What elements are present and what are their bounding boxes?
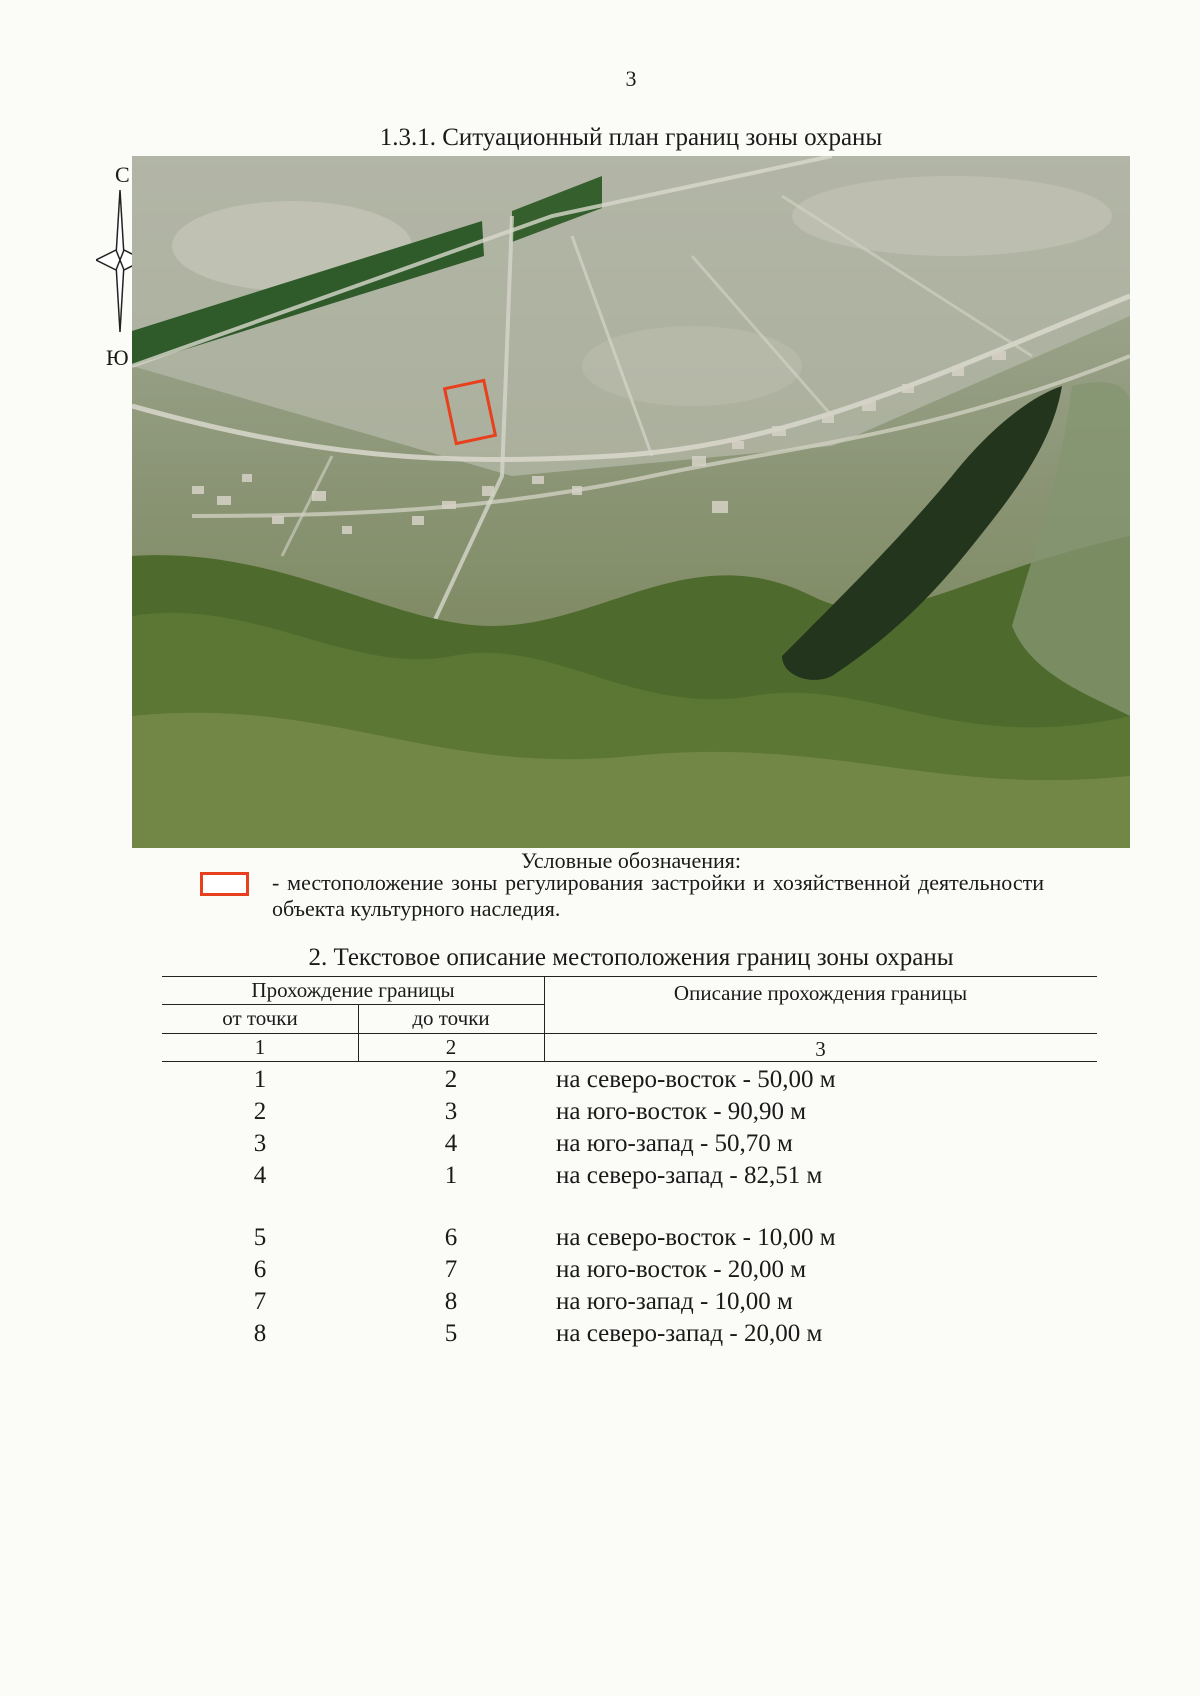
passage-description: на северо-восток - 10,00 м bbox=[556, 1224, 836, 1251]
boundary-table bbox=[162, 976, 1097, 1348]
table-row bbox=[162, 1158, 1097, 1190]
table-row bbox=[162, 1062, 1097, 1094]
point-to: 4 bbox=[444, 1130, 458, 1157]
passage-description: на юго-восток - 20,00 м bbox=[556, 1256, 807, 1283]
header-to: до точки bbox=[412, 1006, 490, 1030]
satellite-map bbox=[132, 156, 1130, 848]
point-from: 3 bbox=[253, 1130, 267, 1157]
table-row bbox=[162, 1094, 1097, 1126]
passage-description: на юго-запад - 10,00 м bbox=[556, 1288, 793, 1315]
passage-description: на юго-восток - 90,90 м bbox=[556, 1098, 807, 1125]
point-to: 2 bbox=[444, 1066, 458, 1093]
point-from: 4 bbox=[253, 1162, 267, 1189]
passage-description: на северо-запад - 20,00 м bbox=[556, 1320, 823, 1347]
column-number-1: 1 bbox=[254, 1035, 266, 1059]
passage-description: на северо-запад - 82,51 м bbox=[556, 1162, 823, 1189]
table-row-spacer bbox=[162, 1190, 1097, 1220]
point-from: 2 bbox=[253, 1098, 267, 1125]
compass-north-label: С bbox=[115, 162, 130, 187]
legend-title: Условные обозначения: bbox=[520, 848, 742, 873]
table-row bbox=[162, 1252, 1097, 1284]
point-to: 6 bbox=[444, 1224, 458, 1251]
point-to: 1 bbox=[444, 1162, 458, 1189]
point-to: 5 bbox=[444, 1320, 458, 1347]
legend-zone-swatch bbox=[200, 872, 249, 896]
legend-item-text: - местоположение зоны регулирования застройки и хозяйственной деятельности объекта культурного наследия. bbox=[272, 870, 1044, 921]
header-description: Описание прохождения границы bbox=[673, 981, 968, 1005]
table-body bbox=[162, 1062, 1097, 1348]
table-row bbox=[162, 1316, 1097, 1348]
map-title: 1.3.1. Ситуационный план границ зоны охраны bbox=[379, 124, 883, 151]
point-from: 8 bbox=[253, 1320, 267, 1347]
table-row bbox=[162, 1284, 1097, 1316]
passage-description: на юго-запад - 50,70 м bbox=[556, 1130, 793, 1157]
point-from: 7 bbox=[253, 1288, 267, 1315]
passage-description: на северо-восток - 50,00 м bbox=[556, 1066, 836, 1093]
column-number-2: 2 bbox=[445, 1035, 457, 1059]
point-from: 1 bbox=[253, 1066, 267, 1093]
table-header bbox=[162, 976, 1097, 1062]
point-to: 3 bbox=[444, 1098, 458, 1125]
table-row bbox=[162, 1220, 1097, 1252]
header-passage: Прохождение границы bbox=[251, 978, 455, 1002]
header-from: от точки bbox=[222, 1006, 298, 1030]
point-to: 8 bbox=[444, 1288, 458, 1315]
compass-south-label: Ю bbox=[106, 345, 129, 370]
point-from: 6 bbox=[253, 1256, 267, 1283]
point-to: 7 bbox=[444, 1256, 458, 1283]
column-number-3: 3 bbox=[815, 1037, 826, 1061]
section-title: 2. Текстовое описание местоположения границ зоны охраны bbox=[308, 944, 954, 971]
point-from: 5 bbox=[253, 1224, 267, 1251]
page-number: 3 bbox=[625, 66, 637, 91]
table-row bbox=[162, 1126, 1097, 1158]
